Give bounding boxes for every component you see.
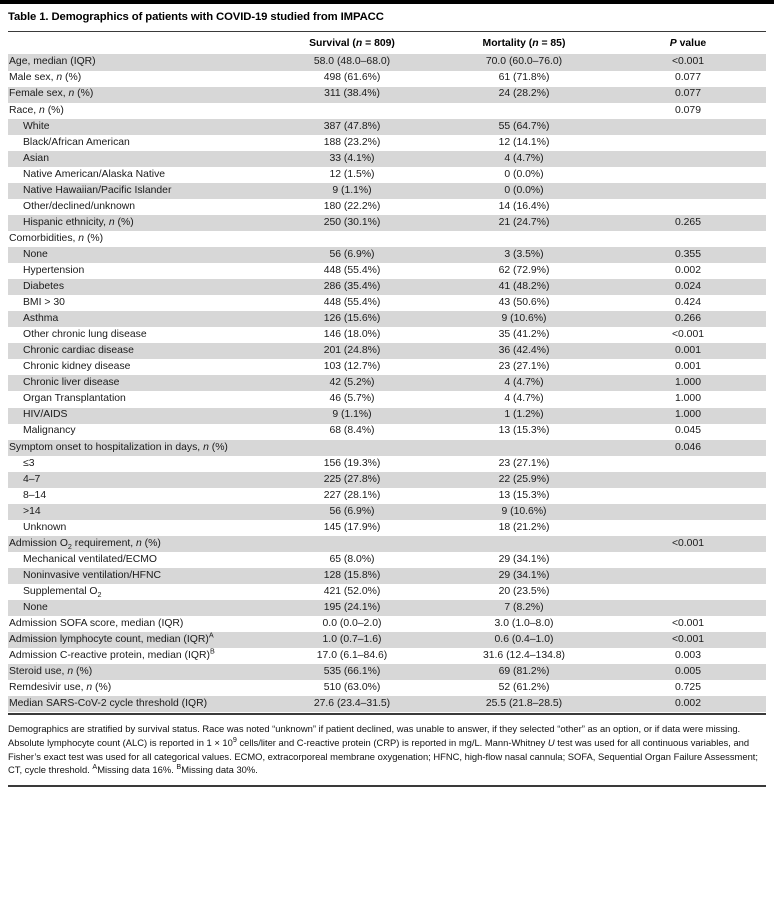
cell-mortality: 13 (15.3%)	[438, 488, 610, 504]
row-label: Race, n (%)	[8, 103, 266, 119]
cell-pvalue: <0.001	[610, 616, 766, 632]
cell-survival: 0.0 (0.0–2.0)	[266, 616, 438, 632]
cell-mortality: 21 (24.7%)	[438, 215, 610, 231]
cell-survival: 156 (19.3%)	[266, 456, 438, 472]
footnote-marker-b: B	[176, 762, 182, 772]
row-label: White	[8, 119, 266, 135]
table-row	[8, 103, 766, 119]
cell-pvalue	[610, 520, 766, 536]
row-label: Symptom onset to hospitalization in days, n (%)	[8, 440, 266, 456]
column-header-mortality	[438, 32, 610, 54]
cell-survival: 535 (66.1%)	[266, 664, 438, 680]
cell-survival: 145 (17.9%)	[266, 520, 438, 536]
cell-mortality: 25.5 (21.8–28.5)	[438, 696, 610, 712]
column-header-pvalue	[610, 32, 766, 54]
cell-mortality: 0.6 (0.4–1.0)	[438, 632, 610, 648]
footnote-marker-a: A	[92, 762, 98, 772]
table-head	[8, 32, 766, 54]
row-label: Age, median (IQR)	[8, 54, 266, 70]
table-row	[8, 472, 766, 488]
cell-mortality	[438, 440, 610, 456]
row-label: Black/African American	[8, 135, 266, 151]
table-row	[8, 343, 766, 359]
cell-mortality: 12 (14.1%)	[438, 135, 610, 151]
row-label: None	[8, 247, 266, 263]
row-label: Other chronic lung disease	[8, 327, 266, 343]
cell-survival: 421 (52.0%)	[266, 584, 438, 600]
row-label: >14	[8, 504, 266, 520]
cell-mortality: 23 (27.1%)	[438, 359, 610, 375]
cell-survival: 126 (15.6%)	[266, 311, 438, 327]
table-title: Table 1. Demographics of patients with COVID-19 studied from IMPACC	[8, 11, 384, 23]
table-row	[8, 552, 766, 568]
cell-pvalue: 0.045	[610, 424, 766, 440]
cell-mortality: 14 (16.4%)	[438, 199, 610, 215]
cell-survival: 12 (1.5%)	[266, 167, 438, 183]
row-label: 4–7	[8, 472, 266, 488]
cell-mortality	[438, 231, 610, 247]
row-label: Diabetes	[8, 279, 266, 295]
mortality-header-suffix: = 85)	[538, 38, 566, 50]
cell-survival: 56 (6.9%)	[266, 504, 438, 520]
cell-survival: 9 (1.1%)	[266, 408, 438, 424]
row-label: Female sex, n (%)	[8, 87, 266, 103]
table-row	[8, 504, 766, 520]
table-row	[8, 183, 766, 199]
cell-pvalue: 1.000	[610, 391, 766, 407]
cell-survival: 9 (1.1%)	[266, 183, 438, 199]
cell-pvalue: 1.000	[610, 375, 766, 391]
cell-mortality: 52 (61.2%)	[438, 680, 610, 696]
cell-survival: 33 (4.1%)	[266, 151, 438, 167]
cell-pvalue	[610, 231, 766, 247]
cell-survival: 27.6 (23.4–31.5)	[266, 696, 438, 712]
cell-mortality: 20 (23.5%)	[438, 584, 610, 600]
table-row	[8, 199, 766, 215]
table-row	[8, 520, 766, 536]
footnote-exponent: 9	[232, 734, 237, 744]
demographics-table	[8, 32, 766, 712]
cell-pvalue: <0.001	[610, 54, 766, 70]
row-label: Asian	[8, 151, 266, 167]
cell-mortality: 3.0 (1.0–8.0)	[438, 616, 610, 632]
cell-mortality: 69 (81.2%)	[438, 664, 610, 680]
pvalue-header-rest: value	[676, 38, 707, 50]
cell-pvalue: 0.265	[610, 215, 766, 231]
table-row	[8, 568, 766, 584]
table-row	[8, 391, 766, 407]
table-row	[8, 696, 766, 712]
cell-survival: 225 (27.8%)	[266, 472, 438, 488]
table-row	[8, 54, 766, 70]
cell-survival	[266, 231, 438, 247]
cell-pvalue: 0.079	[610, 103, 766, 119]
table-row	[8, 536, 766, 552]
cell-survival: 188 (23.2%)	[266, 135, 438, 151]
cell-mortality: 13 (15.3%)	[438, 424, 610, 440]
cell-pvalue: 0.002	[610, 696, 766, 712]
cell-mortality: 4 (4.7%)	[438, 391, 610, 407]
cell-survival: 42 (5.2%)	[266, 375, 438, 391]
table-row	[8, 151, 766, 167]
cell-pvalue: 0.005	[610, 664, 766, 680]
table-row	[8, 440, 766, 456]
cell-pvalue: <0.001	[610, 327, 766, 343]
table-row	[8, 279, 766, 295]
row-label: Mechanical ventilated/ECMO	[8, 552, 266, 568]
table-row	[8, 327, 766, 343]
table-row	[8, 648, 766, 664]
table-row	[8, 71, 766, 87]
cell-mortality: 0 (0.0%)	[438, 167, 610, 183]
survival-header-n: n	[355, 38, 363, 50]
row-label: Other/declined/unknown	[8, 199, 266, 215]
cell-mortality: 55 (64.7%)	[438, 119, 610, 135]
cell-pvalue: <0.001	[610, 632, 766, 648]
cell-survival: 68 (8.4%)	[266, 424, 438, 440]
cell-pvalue	[610, 600, 766, 616]
row-label: Malignancy	[8, 424, 266, 440]
cell-pvalue: 0.002	[610, 263, 766, 279]
cell-survival: 201 (24.8%)	[266, 343, 438, 359]
cell-mortality: 62 (72.9%)	[438, 263, 610, 279]
cell-survival: 448 (55.4%)	[266, 263, 438, 279]
cell-survival: 250 (30.1%)	[266, 215, 438, 231]
table-row	[8, 456, 766, 472]
cell-pvalue	[610, 199, 766, 215]
cell-pvalue	[610, 135, 766, 151]
cell-pvalue	[610, 488, 766, 504]
table-row	[8, 408, 766, 424]
cell-survival: 17.0 (6.1–84.6)	[266, 648, 438, 664]
cell-pvalue	[610, 504, 766, 520]
table-row	[8, 263, 766, 279]
table-row	[8, 584, 766, 600]
cell-survival: 1.0 (0.7–1.6)	[266, 632, 438, 648]
cell-pvalue: 0.077	[610, 71, 766, 87]
table-row	[8, 231, 766, 247]
row-label: Male sex, n (%)	[8, 71, 266, 87]
cell-pvalue: 0.266	[610, 311, 766, 327]
cell-survival: 387 (47.8%)	[266, 119, 438, 135]
row-label: Hypertension	[8, 263, 266, 279]
row-label: 8–14	[8, 488, 266, 504]
cell-survival: 510 (63.0%)	[266, 680, 438, 696]
cell-pvalue: 0.424	[610, 295, 766, 311]
cell-pvalue	[610, 584, 766, 600]
cell-mortality	[438, 103, 610, 119]
row-label: Admission SOFA score, median (IQR)	[8, 616, 266, 632]
cell-mortality: 23 (27.1%)	[438, 456, 610, 472]
cell-survival	[266, 103, 438, 119]
cell-mortality: 35 (41.2%)	[438, 327, 610, 343]
table-row	[8, 600, 766, 616]
cell-mortality: 9 (10.6%)	[438, 311, 610, 327]
row-label: Native American/Alaska Native	[8, 167, 266, 183]
cell-mortality: 43 (50.6%)	[438, 295, 610, 311]
cell-survival: 498 (61.6%)	[266, 71, 438, 87]
cell-mortality	[438, 536, 610, 552]
cell-mortality: 24 (28.2%)	[438, 87, 610, 103]
row-label: BMI > 30	[8, 295, 266, 311]
cell-pvalue: 0.077	[610, 87, 766, 103]
cell-pvalue	[610, 552, 766, 568]
cell-survival: 180 (22.2%)	[266, 199, 438, 215]
cell-pvalue	[610, 456, 766, 472]
table-row	[8, 664, 766, 680]
cell-survival: 128 (15.8%)	[266, 568, 438, 584]
cell-pvalue	[610, 151, 766, 167]
header-row	[8, 32, 766, 54]
cell-survival: 311 (38.4%)	[266, 87, 438, 103]
cell-survival: 58.0 (48.0–68.0)	[266, 54, 438, 70]
row-label: Admission $O_2$ requirement, n (%)	[8, 536, 266, 552]
table-footnote: Demographics are stratified by survival status. Race was noted “unknown” if patient declined, was unable to answer, if they selected “other” as an option, or if data were missing. Absolute lymphocyte count (ALC) is reported in $1 \times 10^9$ cells/liter and C-reactive protein (CRP) is reported in mg/L. Mann-Whitney U test was used for all continuous variables, and Fisher’s exact test was used for all categorical values. ECMO, extracorporeal membrane oxygenation; HFNC, high-flow nasal cannula; SOFA, Sequential Organ Failure Assessment; CT, cycle threshold. $^A$Missing data 16%. $^B$Missing data 30%.	[8, 722, 758, 776]
row-label: Remdesivir use, n (%)	[8, 680, 266, 696]
row-label: HIV/AIDS	[8, 408, 266, 424]
table-row	[8, 616, 766, 632]
cell-mortality: 4 (4.7%)	[438, 375, 610, 391]
cell-survival: 195 (24.1%)	[266, 600, 438, 616]
cell-mortality: 36 (42.4%)	[438, 343, 610, 359]
cell-survival: 146 (18.0%)	[266, 327, 438, 343]
row-label: Unknown	[8, 520, 266, 536]
cell-mortality: 9 (10.6%)	[438, 504, 610, 520]
cell-mortality: 22 (25.9%)	[438, 472, 610, 488]
cell-survival: 448 (55.4%)	[266, 295, 438, 311]
survival-header-prefix: Survival (	[309, 38, 356, 50]
cell-survival: 65 (8.0%)	[266, 552, 438, 568]
pvalue-header-italic: P	[669, 38, 677, 50]
table-row	[8, 424, 766, 440]
table-row	[8, 295, 766, 311]
table-row	[8, 167, 766, 183]
cell-mortality: 41 (48.2%)	[438, 279, 610, 295]
cell-pvalue: 0.024	[610, 279, 766, 295]
cell-mortality: 29 (34.1%)	[438, 552, 610, 568]
mortality-header-prefix: Mortality (	[482, 38, 533, 50]
bottom-rule	[8, 785, 766, 787]
table-row	[8, 247, 766, 263]
cell-mortality: 4 (4.7%)	[438, 151, 610, 167]
cell-survival: 286 (35.4%)	[266, 279, 438, 295]
row-label: Hispanic ethnicity, n (%)	[8, 215, 266, 231]
row-label: Native Hawaiian/Pacific Islander	[8, 183, 266, 199]
row-label: Admission lymphocyte count, median (IQR)$^A$	[8, 632, 266, 648]
cell-pvalue: 0.001	[610, 343, 766, 359]
cell-survival: 56 (6.9%)	[266, 247, 438, 263]
cell-pvalue: 0.046	[610, 440, 766, 456]
cell-survival: 46 (5.7%)	[266, 391, 438, 407]
row-label: None	[8, 600, 266, 616]
cell-mortality: 29 (34.1%)	[438, 568, 610, 584]
cell-pvalue: 1.000	[610, 408, 766, 424]
row-label: Asthma	[8, 311, 266, 327]
row-label: Supplemental $O_2$	[8, 584, 266, 600]
table-row	[8, 632, 766, 648]
table-row	[8, 488, 766, 504]
row-label: ≤3	[8, 456, 266, 472]
row-label: Chronic liver disease	[8, 375, 266, 391]
cell-mortality: 1 (1.2%)	[438, 408, 610, 424]
table-row	[8, 135, 766, 151]
row-label: Chronic cardiac disease	[8, 343, 266, 359]
table-row	[8, 680, 766, 696]
cell-mortality: 18 (21.2%)	[438, 520, 610, 536]
cell-mortality: 0 (0.0%)	[438, 183, 610, 199]
table-row	[8, 87, 766, 103]
cell-pvalue	[610, 568, 766, 584]
column-header-label	[8, 32, 266, 54]
column-header-survival	[266, 32, 438, 54]
cell-pvalue: 0.003	[610, 648, 766, 664]
cell-pvalue	[610, 183, 766, 199]
cell-survival	[266, 440, 438, 456]
cell-pvalue: 0.355	[610, 247, 766, 263]
table-body	[8, 54, 766, 712]
cell-pvalue: <0.001	[610, 536, 766, 552]
row-label: Organ Transplantation	[8, 391, 266, 407]
cell-pvalue: 0.725	[610, 680, 766, 696]
survival-header-suffix: = 809)	[362, 38, 395, 50]
row-label: Steroid use, n (%)	[8, 664, 266, 680]
cell-survival	[266, 536, 438, 552]
cell-pvalue	[610, 119, 766, 135]
cell-mortality: 3 (3.5%)	[438, 247, 610, 263]
cell-mortality: 70.0 (60.0–76.0)	[438, 54, 610, 70]
cell-survival: 103 (12.7%)	[266, 359, 438, 375]
row-label: Noninvasive ventilation/HFNC	[8, 568, 266, 584]
cell-pvalue	[610, 167, 766, 183]
table-row	[8, 215, 766, 231]
cell-mortality: 7 (8.2%)	[438, 600, 610, 616]
mortality-header-n: n	[532, 38, 539, 50]
cell-mortality: 31.6 (12.4–134.8)	[438, 648, 610, 664]
table-row	[8, 359, 766, 375]
table-row	[8, 119, 766, 135]
cell-mortality: 61 (71.8%)	[438, 71, 610, 87]
row-label: Chronic kidney disease	[8, 359, 266, 375]
footnote-test-italic: U	[547, 736, 555, 748]
row-label: Admission C-reactive protein, median (IQR)$^B$	[8, 648, 266, 664]
table-row	[8, 375, 766, 391]
row-label: Comorbidities, n (%)	[8, 231, 266, 247]
row-label: Median SARS-CoV-2 cycle threshold (IQR)	[8, 696, 266, 712]
cell-survival: 227 (28.1%)	[266, 488, 438, 504]
cell-pvalue: 0.001	[610, 359, 766, 375]
table-row	[8, 311, 766, 327]
cell-pvalue	[610, 472, 766, 488]
